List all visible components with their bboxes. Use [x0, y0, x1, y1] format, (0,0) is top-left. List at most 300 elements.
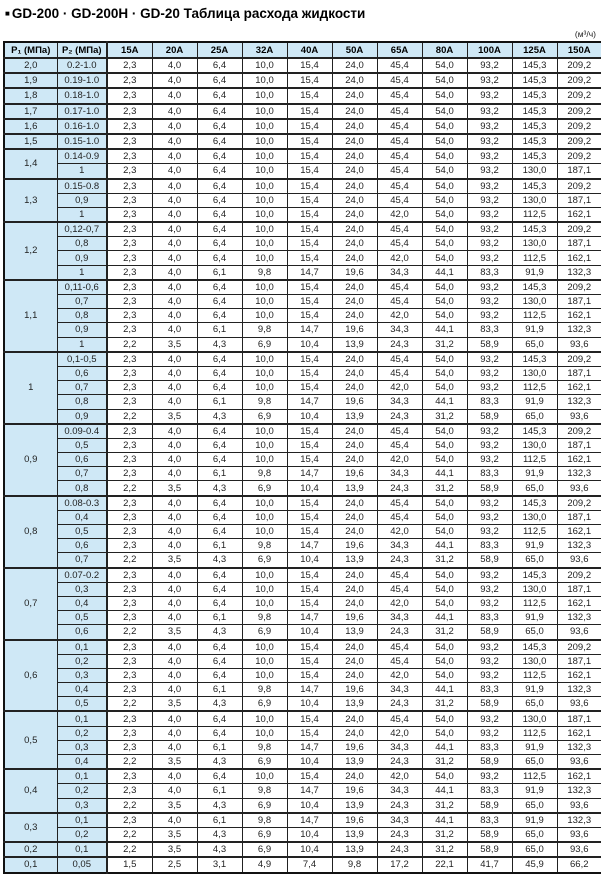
value-cell: 31,2 [422, 553, 467, 568]
value-cell: 6,1 [197, 683, 242, 697]
table-row [4, 149, 601, 164]
p2-cell: 0,9 [57, 409, 107, 424]
value-cell: 93,2 [467, 769, 512, 784]
value-cell: 42,0 [377, 309, 422, 323]
value-cell: 24,0 [332, 193, 377, 207]
value-cell: 10,0 [242, 193, 287, 207]
value-cell: 6,4 [197, 251, 242, 265]
value-cell: 93,2 [467, 366, 512, 380]
value-cell: 19,6 [332, 740, 377, 754]
value-cell: 145,3 [512, 280, 557, 295]
value-cell: 10,0 [242, 104, 287, 119]
table-row [4, 424, 601, 439]
value-cell: 4,0 [152, 207, 197, 222]
value-cell: 187,1 [557, 193, 601, 207]
value-cell: 45,4 [377, 149, 422, 164]
value-cell: 10,0 [242, 568, 287, 583]
value-cell: 15,4 [287, 438, 332, 452]
value-cell: 6,1 [197, 784, 242, 798]
value-cell: 93,2 [467, 149, 512, 164]
value-cell: 162,1 [557, 381, 601, 395]
p1-cell: 1 [4, 352, 57, 424]
value-cell: 24,3 [377, 409, 422, 424]
value-cell: 24,0 [332, 726, 377, 740]
table-row [4, 481, 601, 496]
table-row [4, 395, 601, 409]
value-cell: 4,0 [152, 654, 197, 668]
value-cell: 54,0 [422, 568, 467, 583]
value-cell: 9,8 [332, 857, 377, 872]
p2-cell: 0,12-0,7 [57, 222, 107, 237]
value-cell: 14,7 [287, 323, 332, 337]
value-cell: 6,4 [197, 88, 242, 103]
value-cell: 2,3 [107, 295, 152, 309]
value-cell: 6,9 [242, 337, 287, 352]
value-cell: 54,0 [422, 104, 467, 119]
value-cell: 132,3 [557, 395, 601, 409]
value-cell: 10,4 [287, 798, 332, 813]
table-row [4, 654, 601, 668]
value-cell: 93,2 [467, 640, 512, 655]
value-cell: 93,2 [467, 352, 512, 367]
value-cell: 162,1 [557, 207, 601, 222]
p1-cell: 1,3 [4, 179, 57, 223]
value-cell: 10,4 [287, 755, 332, 770]
value-cell: 145,3 [512, 496, 557, 511]
value-cell: 209,2 [557, 88, 601, 103]
value-cell: 9,8 [242, 683, 287, 697]
p2-cell: 0.14-0.9 [57, 149, 107, 164]
value-cell: 6,4 [197, 366, 242, 380]
value-cell: 4,0 [152, 582, 197, 596]
value-cell: 45,4 [377, 237, 422, 251]
table-row [4, 827, 601, 842]
value-cell: 9,8 [242, 265, 287, 280]
p2-cell: 0,7 [57, 467, 107, 481]
value-cell: 4,0 [152, 222, 197, 237]
value-cell: 13,9 [332, 798, 377, 813]
table-row [4, 798, 601, 813]
value-cell: 34,3 [377, 611, 422, 625]
value-cell: 2,3 [107, 726, 152, 740]
value-cell: 4,3 [197, 827, 242, 842]
value-cell: 45,4 [377, 496, 422, 511]
value-cell: 15,4 [287, 193, 332, 207]
value-cell: 10,0 [242, 179, 287, 194]
value-cell: 6,9 [242, 697, 287, 712]
p2-cell: 0,11-0,6 [57, 280, 107, 295]
value-cell: 83,3 [467, 784, 512, 798]
value-cell: 14,7 [287, 813, 332, 828]
value-cell: 6,1 [197, 539, 242, 553]
value-cell: 91,9 [512, 784, 557, 798]
value-cell: 93,2 [467, 438, 512, 452]
value-cell: 44,1 [422, 323, 467, 337]
p1-cell: 1,4 [4, 149, 57, 178]
value-cell: 54,0 [422, 134, 467, 149]
value-cell: 2,2 [107, 481, 152, 496]
value-cell: 130,0 [512, 366, 557, 380]
table-row [4, 842, 601, 857]
column-header-20a: 20A [152, 42, 197, 58]
value-cell: 24,0 [332, 568, 377, 583]
value-cell: 145,3 [512, 73, 557, 88]
table-row [4, 119, 601, 134]
value-cell: 6,9 [242, 827, 287, 842]
value-cell: 31,2 [422, 337, 467, 352]
value-cell: 54,0 [422, 237, 467, 251]
value-cell: 93,2 [467, 654, 512, 668]
value-cell: 24,0 [332, 119, 377, 134]
value-cell: 187,1 [557, 366, 601, 380]
value-cell: 10,0 [242, 381, 287, 395]
value-cell: 10,0 [242, 295, 287, 309]
p2-cell: 0,5 [57, 697, 107, 712]
value-cell: 4,3 [197, 755, 242, 770]
value-cell: 45,4 [377, 134, 422, 149]
value-cell: 10,0 [242, 668, 287, 682]
value-cell: 31,2 [422, 409, 467, 424]
p1-cell: 0,6 [4, 640, 57, 712]
value-cell: 4,0 [152, 740, 197, 754]
value-cell: 44,1 [422, 784, 467, 798]
value-cell: 10,4 [287, 481, 332, 496]
value-cell: 6,1 [197, 740, 242, 754]
value-cell: 2,2 [107, 755, 152, 770]
value-cell: 112,5 [512, 726, 557, 740]
value-cell: 24,0 [332, 366, 377, 380]
value-cell: 15,4 [287, 251, 332, 265]
value-cell: 10,0 [242, 510, 287, 524]
value-cell: 93,2 [467, 237, 512, 251]
value-cell: 54,0 [422, 58, 467, 73]
value-cell: 14,7 [287, 539, 332, 553]
value-cell: 24,0 [332, 640, 377, 655]
page-title-text: GD-200 · GD-200H · GD-20 Таблица расхода жидкости [11, 6, 366, 21]
value-cell: 93,2 [467, 104, 512, 119]
value-cell: 145,3 [512, 352, 557, 367]
value-cell: 93,6 [557, 553, 601, 568]
value-cell: 15,4 [287, 104, 332, 119]
value-cell: 93,2 [467, 668, 512, 682]
value-cell: 4,0 [152, 784, 197, 798]
value-cell: 54,0 [422, 193, 467, 207]
value-cell: 31,2 [422, 755, 467, 770]
value-cell: 6,9 [242, 481, 287, 496]
value-cell: 93,2 [467, 134, 512, 149]
value-cell: 93,2 [467, 73, 512, 88]
value-cell: 34,3 [377, 323, 422, 337]
value-cell: 24,0 [332, 104, 377, 119]
value-cell: 112,5 [512, 381, 557, 395]
value-cell: 112,5 [512, 309, 557, 323]
value-cell: 2,2 [107, 553, 152, 568]
table-row [4, 596, 601, 610]
value-cell: 6,4 [197, 280, 242, 295]
value-cell: 187,1 [557, 711, 601, 726]
value-cell: 2,3 [107, 640, 152, 655]
value-cell: 15,4 [287, 149, 332, 164]
value-cell: 54,0 [422, 149, 467, 164]
value-cell: 162,1 [557, 596, 601, 610]
p1-cell: 1,9 [4, 73, 57, 88]
value-cell: 6,4 [197, 582, 242, 596]
value-cell: 6,9 [242, 553, 287, 568]
value-cell: 10,4 [287, 842, 332, 857]
value-cell: 65,0 [512, 337, 557, 352]
p2-cell: 1 [57, 164, 107, 179]
table-row [4, 323, 601, 337]
p1-cell: 1,5 [4, 134, 57, 149]
value-cell: 2,3 [107, 222, 152, 237]
table-row [4, 58, 601, 73]
value-cell: 2,3 [107, 179, 152, 194]
value-cell: 54,0 [422, 280, 467, 295]
value-cell: 4,0 [152, 104, 197, 119]
value-cell: 4,0 [152, 323, 197, 337]
value-cell: 132,3 [557, 813, 601, 828]
p1-cell: 2,0 [4, 58, 57, 73]
value-cell: 209,2 [557, 149, 601, 164]
value-cell: 93,2 [467, 496, 512, 511]
value-cell: 162,1 [557, 309, 601, 323]
value-cell: 2,3 [107, 438, 152, 452]
value-cell: 93,2 [467, 193, 512, 207]
p2-cell: 0,1-0,5 [57, 352, 107, 367]
value-cell: 83,3 [467, 813, 512, 828]
value-cell: 45,4 [377, 179, 422, 194]
value-cell: 6,4 [197, 496, 242, 511]
value-cell: 6,4 [197, 769, 242, 784]
value-cell: 10,0 [242, 73, 287, 88]
value-cell: 10,0 [242, 453, 287, 467]
value-cell: 10,0 [242, 496, 287, 511]
table-row [4, 467, 601, 481]
flow-rate-table [3, 41, 601, 874]
value-cell: 24,0 [332, 438, 377, 452]
table-header-row [4, 42, 601, 58]
value-cell: 6,9 [242, 842, 287, 857]
value-cell: 145,3 [512, 179, 557, 194]
value-cell: 4,0 [152, 467, 197, 481]
value-cell: 6,1 [197, 323, 242, 337]
value-cell: 42,0 [377, 453, 422, 467]
value-cell: 91,9 [512, 611, 557, 625]
value-cell: 45,4 [377, 222, 422, 237]
value-cell: 58,9 [467, 827, 512, 842]
value-cell: 42,0 [377, 668, 422, 682]
value-cell: 15,4 [287, 207, 332, 222]
p1-cell: 0,2 [4, 842, 57, 857]
value-cell: 66,2 [557, 857, 601, 872]
table-row [4, 857, 601, 872]
value-cell: 24,3 [377, 798, 422, 813]
p2-cell: 0,6 [57, 539, 107, 553]
value-cell: 54,0 [422, 119, 467, 134]
table-row [4, 740, 601, 754]
value-cell: 112,5 [512, 453, 557, 467]
value-cell: 2,3 [107, 73, 152, 88]
value-cell: 6,4 [197, 424, 242, 439]
value-cell: 14,7 [287, 784, 332, 798]
value-cell: 93,6 [557, 827, 601, 842]
value-cell: 45,4 [377, 366, 422, 380]
value-cell: 15,4 [287, 164, 332, 179]
value-cell: 54,0 [422, 726, 467, 740]
value-cell: 4,3 [197, 553, 242, 568]
value-cell: 10,4 [287, 337, 332, 352]
value-cell: 3,5 [152, 697, 197, 712]
value-cell: 91,9 [512, 395, 557, 409]
value-cell: 93,2 [467, 207, 512, 222]
value-cell: 6,4 [197, 193, 242, 207]
value-cell: 10,0 [242, 596, 287, 610]
value-cell: 4,0 [152, 568, 197, 583]
value-cell: 2,3 [107, 611, 152, 625]
value-cell: 6,9 [242, 625, 287, 640]
value-cell: 45,4 [377, 711, 422, 726]
value-cell: 130,0 [512, 510, 557, 524]
value-cell: 93,2 [467, 179, 512, 194]
value-cell: 4,0 [152, 280, 197, 295]
value-cell: 4,0 [152, 668, 197, 682]
value-cell: 6,4 [197, 73, 242, 88]
value-cell: 93,2 [467, 381, 512, 395]
value-cell: 31,2 [422, 842, 467, 857]
value-cell: 130,0 [512, 711, 557, 726]
value-cell: 2,3 [107, 568, 152, 583]
value-cell: 3,5 [152, 625, 197, 640]
value-cell: 9,8 [242, 395, 287, 409]
value-cell: 83,3 [467, 395, 512, 409]
value-cell: 65,0 [512, 481, 557, 496]
p2-cell: 0,8 [57, 481, 107, 496]
column-header-p1: P₁ (МПа) [4, 42, 57, 58]
value-cell: 45,4 [377, 104, 422, 119]
table-row [4, 553, 601, 568]
value-cell: 1,5 [107, 857, 152, 872]
value-cell: 13,9 [332, 481, 377, 496]
value-cell: 44,1 [422, 395, 467, 409]
p2-cell: 1 [57, 265, 107, 280]
value-cell: 6,4 [197, 568, 242, 583]
value-cell: 6,4 [197, 438, 242, 452]
value-cell: 15,4 [287, 179, 332, 194]
table-row [4, 193, 601, 207]
value-cell: 45,4 [377, 510, 422, 524]
value-cell: 44,1 [422, 813, 467, 828]
p2-cell: 0,9 [57, 251, 107, 265]
value-cell: 15,4 [287, 366, 332, 380]
value-cell: 209,2 [557, 73, 601, 88]
value-cell: 9,8 [242, 784, 287, 798]
value-cell: 2,3 [107, 525, 152, 539]
value-cell: 22,1 [422, 857, 467, 872]
p1-cell: 0,4 [4, 769, 57, 813]
value-cell: 4,0 [152, 193, 197, 207]
p2-cell: 0.09-0.4 [57, 424, 107, 439]
value-cell: 6,4 [197, 453, 242, 467]
table-row [4, 295, 601, 309]
value-cell: 44,1 [422, 467, 467, 481]
value-cell: 24,0 [332, 207, 377, 222]
value-cell: 10,4 [287, 697, 332, 712]
table-row [4, 280, 601, 295]
value-cell: 31,2 [422, 697, 467, 712]
value-cell: 14,7 [287, 611, 332, 625]
value-cell: 15,4 [287, 280, 332, 295]
table-row [4, 134, 601, 149]
value-cell: 130,0 [512, 193, 557, 207]
value-cell: 13,9 [332, 625, 377, 640]
value-cell: 112,5 [512, 668, 557, 682]
value-cell: 24,0 [332, 179, 377, 194]
value-cell: 187,1 [557, 510, 601, 524]
value-cell: 4,0 [152, 88, 197, 103]
p2-cell: 0,7 [57, 295, 107, 309]
table-row [4, 611, 601, 625]
value-cell: 65,0 [512, 827, 557, 842]
value-cell: 42,0 [377, 251, 422, 265]
value-cell: 9,8 [242, 323, 287, 337]
value-cell: 58,9 [467, 697, 512, 712]
value-cell: 6,4 [197, 164, 242, 179]
value-cell: 4,0 [152, 683, 197, 697]
value-cell: 209,2 [557, 496, 601, 511]
value-cell: 15,4 [287, 119, 332, 134]
table-row [4, 237, 601, 251]
value-cell: 6,9 [242, 798, 287, 813]
table-row [4, 726, 601, 740]
value-cell: 54,0 [422, 309, 467, 323]
p2-cell: 0,4 [57, 683, 107, 697]
value-cell: 58,9 [467, 409, 512, 424]
value-cell: 91,9 [512, 813, 557, 828]
value-cell: 10,0 [242, 58, 287, 73]
value-cell: 54,0 [422, 496, 467, 511]
p2-cell: 0,1 [57, 769, 107, 784]
value-cell: 93,2 [467, 424, 512, 439]
value-cell: 10,0 [242, 654, 287, 668]
value-cell: 4,0 [152, 164, 197, 179]
value-cell: 15,4 [287, 58, 332, 73]
value-cell: 93,2 [467, 295, 512, 309]
value-cell: 132,3 [557, 265, 601, 280]
value-cell: 58,9 [467, 337, 512, 352]
value-cell: 6,4 [197, 640, 242, 655]
value-cell: 24,0 [332, 134, 377, 149]
value-cell: 3,1 [197, 857, 242, 872]
value-cell: 54,0 [422, 525, 467, 539]
value-cell: 2,3 [107, 813, 152, 828]
value-cell: 24,3 [377, 481, 422, 496]
value-cell: 54,0 [422, 769, 467, 784]
value-cell: 2,3 [107, 740, 152, 754]
value-cell: 45,4 [377, 119, 422, 134]
table-row [4, 683, 601, 697]
value-cell: 93,6 [557, 481, 601, 496]
value-cell: 93,2 [467, 711, 512, 726]
value-cell: 15,4 [287, 295, 332, 309]
value-cell: 15,4 [287, 222, 332, 237]
column-header-p2: P₂ (МПа) [57, 42, 107, 58]
value-cell: 112,5 [512, 525, 557, 539]
value-cell: 24,0 [332, 58, 377, 73]
value-cell: 10,0 [242, 207, 287, 222]
value-cell: 6,9 [242, 755, 287, 770]
value-cell: 24,3 [377, 697, 422, 712]
value-cell: 54,0 [422, 352, 467, 367]
